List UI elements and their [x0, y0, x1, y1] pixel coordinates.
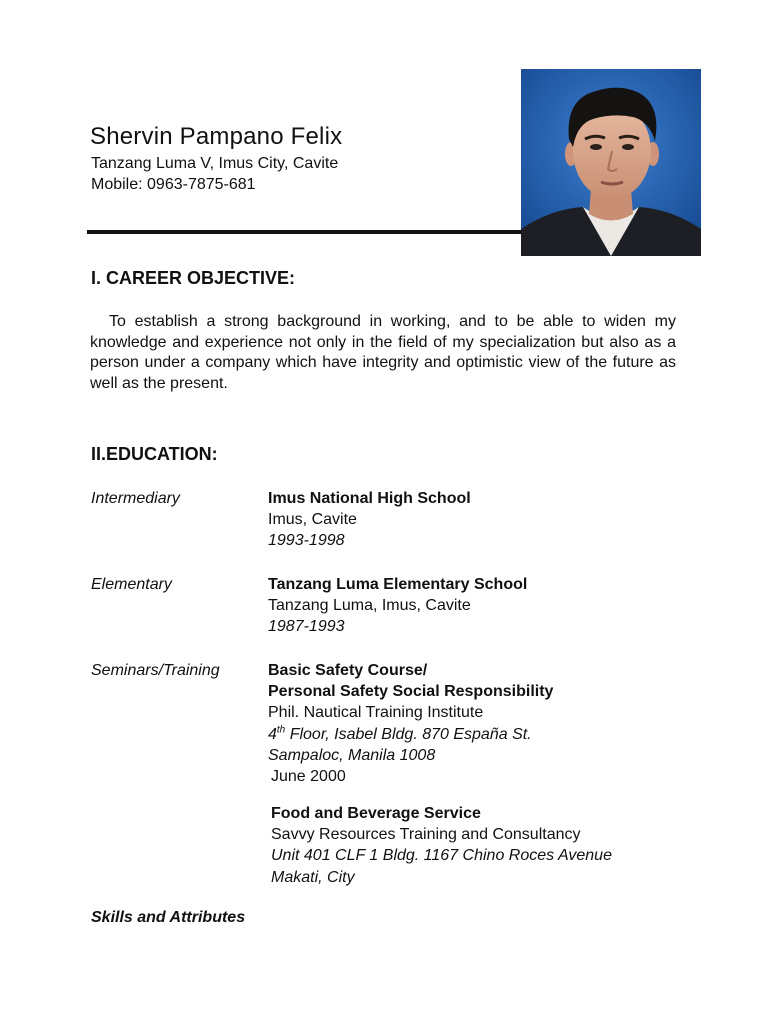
- course1-address-line2: Sampaloc, Manila 1008: [268, 746, 436, 764]
- elementary-location: Tanzang Luma, Imus, Cavite: [268, 597, 471, 615]
- elementary-school: Tanzang Luma Elementary School: [268, 576, 528, 593]
- elementary-details: [268, 574, 527, 638]
- course2-address-line2: Makati, City: [271, 868, 355, 886]
- seminar-course-2: [271, 803, 612, 888]
- seminars-label: Seminars/Training: [91, 662, 220, 679]
- applicant-photo: [521, 69, 701, 256]
- intermediary-school: Imus National High School: [268, 490, 471, 507]
- course2-title: Food and Beverage Service: [271, 805, 481, 822]
- skills-heading: Skills and Attributes: [91, 909, 246, 926]
- intermediary-years: 1993-1998: [268, 532, 345, 550]
- course1-address-number: 4: [268, 725, 277, 743]
- applicant-address: Tanzang Luma V, Imus City, Cavite: [91, 155, 339, 172]
- portrait-image: [521, 69, 701, 256]
- course2-org: Savvy Resources Training and Consultancy: [271, 826, 581, 844]
- seminar-course-1: [268, 660, 553, 787]
- course1-date: June 2000: [271, 768, 346, 786]
- career-objective-heading: I. CAREER OBJECTIVE:: [91, 268, 296, 288]
- course1-address-rest: Floor, Isabel Bldg. 870 España St.: [285, 725, 532, 743]
- education-heading: II.EDUCATION:: [91, 444, 218, 464]
- intermediary-location: Imus, Cavite: [268, 511, 357, 529]
- elementary-label: Elementary: [91, 576, 172, 593]
- course1-address-suffix: th: [276, 724, 286, 736]
- applicant-name: Shervin Pampano Felix: [90, 123, 343, 150]
- course1-title-line2: Personal Safety Social Responsibility: [268, 683, 554, 701]
- header-divider: [87, 230, 523, 234]
- intermediary-details: [268, 488, 471, 552]
- course1-org: Phil. Nautical Training Institute: [268, 704, 484, 722]
- course1-title-line1: Basic Safety Course/: [268, 662, 428, 679]
- career-objective-text: To establish a strong background in working, and to be able to widen my knowledge and experience not only in the field of my specialization but also as a person under a company which have integrity and optimistic view of the future as well as the present.: [90, 313, 676, 392]
- intermediary-label: Intermediary: [91, 490, 180, 507]
- course1-address: [268, 724, 553, 745]
- applicant-mobile: Mobile: 0963-7875-681: [91, 176, 256, 193]
- elementary-years: 1987-1993: [268, 618, 345, 636]
- course2-address-line1: Unit 401 CLF 1 Bldg. 1167 Chino Roces Avenue: [271, 847, 612, 865]
